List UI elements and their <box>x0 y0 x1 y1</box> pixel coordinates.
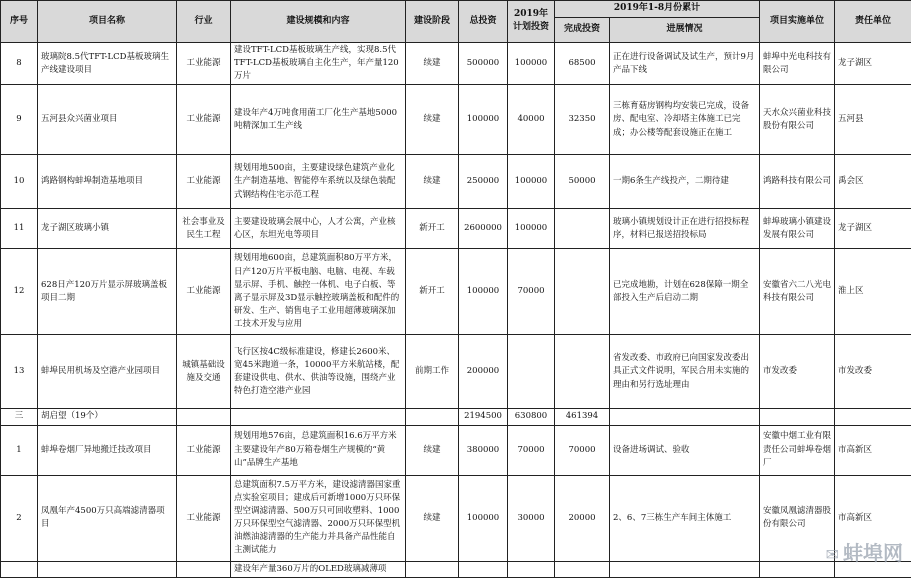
cell-unit: 天水众兴菌业科技股份有限公司 <box>760 85 835 155</box>
cell-progress: 正在进行设备调试及试生产，预计9月产品下线 <box>610 42 760 85</box>
cell-scale: 规划用地600亩，总建筑面积80万平方米，日产120万片平板电脑、电脑、电视、车载显示屏、手机、触控一体机、电子白板、等离子显示屏及3D显示触控玻璃盖板和配件的研发、生产、销售电子工业用超薄玻璃深加工技术开发与应用 <box>231 249 406 335</box>
section-completed: 461394 <box>555 409 610 425</box>
cell-resp: 五河县 <box>835 85 911 155</box>
cell-total: 2600000 <box>459 209 508 249</box>
cell-progress: 省发改委、市政府已向国家发改委出具正式文件说明，军民合用未实施的理由和另行选址理由 <box>610 335 760 409</box>
cell-name: 628日产120万片显示屏玻璃盖板项目二期 <box>38 249 177 335</box>
cell-name: 龙子湖区玻璃小镇 <box>38 209 177 249</box>
cell-industry: 工业能源 <box>177 475 231 561</box>
cell-unit: 安徽凤凰滤清器股份有限公司 <box>760 475 835 561</box>
header-plan: 2019年计划投资 <box>508 1 555 43</box>
cell-industry: 工业能源 <box>177 42 231 85</box>
cell-name: 五河县众兴菌业项目 <box>38 85 177 155</box>
watermark <box>826 537 903 566</box>
cell-completed: 68500 <box>555 42 610 85</box>
cell-stage: 新开工 <box>406 209 459 249</box>
cell-name: 蚌埠民用机场及空港产业园项目 <box>38 335 177 409</box>
cell-plan: 70000 <box>508 249 555 335</box>
chat-bubble-icon: ✉ <box>826 545 839 564</box>
cell-no: 11 <box>1 209 38 249</box>
cell-scale: 主要建设玻璃会展中心，人才公寓，产业核心区，东坦光电等项目 <box>231 209 406 249</box>
cell-resp: 禹会区 <box>835 155 911 209</box>
cell-resp: 龙子湖区 <box>835 42 911 85</box>
cell-unit: 蚌埠玻璃小镇建设发展有限公司 <box>760 209 835 249</box>
cell-total: 500000 <box>459 42 508 85</box>
cell-total: 380000 <box>459 425 508 475</box>
cell-resp: 市高新区 <box>835 425 911 475</box>
cell-scale: 规划用地500亩，主要建设绿色建筑产业化生产制造基地、智能停车系统以及绿色装配式钢结构住宅示范工程 <box>231 155 406 209</box>
table-row <box>1 85 911 155</box>
table-row <box>1 561 911 577</box>
section-plan: 630800 <box>508 409 555 425</box>
cell-stage: 新开工 <box>406 249 459 335</box>
cell-completed <box>555 249 610 335</box>
cell-stage: 前期工作 <box>406 335 459 409</box>
cell-completed: 70000 <box>555 425 610 475</box>
header-completed: 完成投资 <box>555 17 610 42</box>
cell-unit: 安徽省六二八光电科技有限公司 <box>760 249 835 335</box>
cell-total: 100000 <box>459 475 508 561</box>
cell-resp: 龙子湖区 <box>835 209 911 249</box>
cell-stage: 续建 <box>406 42 459 85</box>
cell-no: 12 <box>1 249 38 335</box>
cell-scale: 建设年产量360万片的OLED玻璃减薄项 <box>231 561 406 577</box>
cell-name: 玻璃院8.5代TFT-LCD基板玻璃生产线建设项目 <box>38 42 177 85</box>
section-row <box>1 409 911 425</box>
table-row <box>1 475 911 561</box>
cell-plan: 30000 <box>508 475 555 561</box>
cell-no: 9 <box>1 85 38 155</box>
header-name: 项目名称 <box>38 1 177 43</box>
cell-name: 鸿路钢构蚌埠制造基地项目 <box>38 155 177 209</box>
cell-plan: 100000 <box>508 42 555 85</box>
cell-progress: 三栋育菇房钢构均安装已完成，设备房、配电室、冷却塔主体施工已完成；办公楼等配套设施正在施工 <box>610 85 760 155</box>
cell-no: 8 <box>1 42 38 85</box>
cell-no: 10 <box>1 155 38 209</box>
header-unit: 项目实施单位 <box>760 1 835 43</box>
cell-completed <box>555 209 610 249</box>
cell-completed: 50000 <box>555 155 610 209</box>
cell-plan: 100000 <box>508 209 555 249</box>
cell-stage: 续建 <box>406 85 459 155</box>
cell-total: 250000 <box>459 155 508 209</box>
table-row <box>1 335 911 409</box>
cell-industry: 城镇基础设施及交通 <box>177 335 231 409</box>
cell-progress: 2、6、7三栋生产车间主体施工 <box>610 475 760 561</box>
section-total: 2194500 <box>459 409 508 425</box>
cell-industry: 社会事业及民生工程 <box>177 209 231 249</box>
cell-plan: 40000 <box>508 85 555 155</box>
header-no: 序号 <box>1 1 38 43</box>
cell-unit: 安徽中烟工业有限责任公司蚌埠卷烟厂 <box>760 425 835 475</box>
cell-progress: 玻璃小镇规划设计正在进行招投标程序，材料已报送招投标局 <box>610 209 760 249</box>
cell-name: 凤凰年产4500万只高端滤清器项目 <box>38 475 177 561</box>
cell-progress: 已完成地勘，计划在628保障一期全部投入生产后启动二期 <box>610 249 760 335</box>
cell-plan: 70000 <box>508 425 555 475</box>
cell-resp: 市高新区 <box>835 475 911 561</box>
cell-scale: 总建筑面积7.5万平方米，建设滤清器国家重点实验室项目；建成后可新增1000万只环保型空调滤清器、500万只可回收塑料、1000万只环保型空气滤清器、2000万只环保型机油燃油滤清器的生产能力并具备产品性能自主测试能力 <box>231 475 406 561</box>
header-resp: 责任单位 <box>835 1 911 43</box>
section-name: 胡启望（19个） <box>38 409 177 425</box>
table-row <box>1 155 911 209</box>
cell-unit: 鸿路科技有限公司 <box>760 155 835 209</box>
cell-scale: 规划用地576亩，总建筑面积16.6万平方米主要建设年产80万箱卷烟生产规模的“黄山”品牌生产基地 <box>231 425 406 475</box>
cell-resp: 淮上区 <box>835 249 911 335</box>
table-row <box>1 209 911 249</box>
cell-scale: 建设年产4万吨食用菌工厂化生产基地5000吨精深加工生产线 <box>231 85 406 155</box>
cell-completed <box>555 335 610 409</box>
cell-plan <box>508 335 555 409</box>
cell-total: 100000 <box>459 85 508 155</box>
cell-name: 蚌埠卷烟厂异地搬迁技改项目 <box>38 425 177 475</box>
cell-stage: 续建 <box>406 475 459 561</box>
header-scale: 建设规模和内容 <box>231 1 406 43</box>
table-row <box>1 42 911 85</box>
table-row <box>1 425 911 475</box>
cell-progress: 设备进场调试、验收 <box>610 425 760 475</box>
cell-stage: 续建 <box>406 155 459 209</box>
cell-unit: 市发改委 <box>760 335 835 409</box>
cell-total: 200000 <box>459 335 508 409</box>
cell-completed: 32350 <box>555 85 610 155</box>
cell-industry: 工业能源 <box>177 155 231 209</box>
cell-stage: 续建 <box>406 425 459 475</box>
cell-total: 100000 <box>459 249 508 335</box>
header-stage: 建设阶段 <box>406 1 459 43</box>
header-total: 总投资 <box>459 1 508 43</box>
cell-resp: 市发改委 <box>835 335 911 409</box>
cell-scale: 飞行区按4C级标准建设，修建长2600米、宽45米跑道一条，10000平方米航站楼，配套建设供电、供水、供油等设施，围绕产业特色打造空港产业园 <box>231 335 406 409</box>
cell-industry: 工业能源 <box>177 249 231 335</box>
cell-unit: 蚌埠中光电科技有限公司 <box>760 42 835 85</box>
section-no: 三 <box>1 409 38 425</box>
header-industry: 行业 <box>177 1 231 43</box>
watermark-text: 蚌埠网 <box>843 541 903 565</box>
cell-completed: 20000 <box>555 475 610 561</box>
cell-scale: 建设TFT-LCD基板玻璃生产线，实现8.5代TFT-LCD基板玻璃自主化生产，年产量120万片 <box>231 42 406 85</box>
cell-plan: 100000 <box>508 155 555 209</box>
cell-no: 2 <box>1 475 38 561</box>
header-progress: 进展情况 <box>610 17 760 42</box>
cell-no: 13 <box>1 335 38 409</box>
cell-industry: 工业能源 <box>177 425 231 475</box>
cell-progress: 一期6条生产线投产，二期待建 <box>610 155 760 209</box>
cell-industry: 工业能源 <box>177 85 231 155</box>
header-cumulative: 2019年1-8月份累计 <box>555 1 760 18</box>
table-row <box>1 249 911 335</box>
cell-no: 1 <box>1 425 38 475</box>
